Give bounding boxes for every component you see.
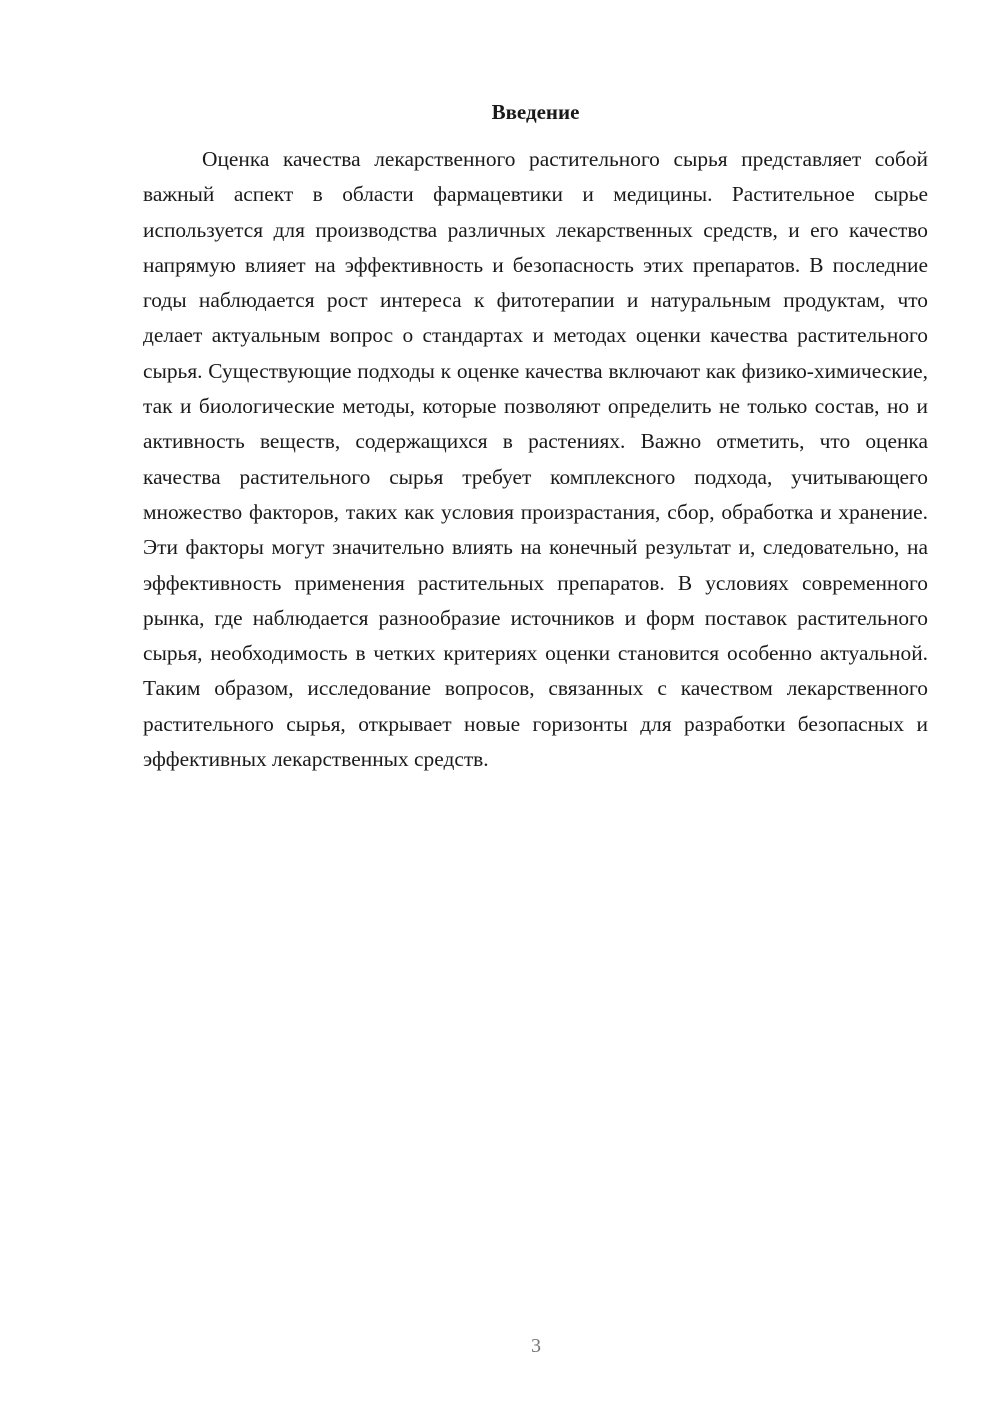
body-paragraph: Оценка качества лекарственного растительного сырья представляет собой важный аспект в области фармацевтики и медицины. Растительное сырье используется для производства различных лекарственных средств, и его качество напрямую влияет на эффективность и безопасность этих препаратов. В последние годы наблюдается рост интереса к фитотерапии и натуральным продуктам, что делает актуальным вопрос о стандартах и методах оценки качества растительного сырья. Существующие подходы к оценке качества включают как физико-химические, так и биологические методы, которые позволяют определить не только состав, но и активность веществ, содержащихся в растениях. Важно отметить, что оценка качества растительного сырья требует комплексного подхода, учитывающего множество факторов, таких как условия произрастания, сбор, обработка и хранение. Эти факторы могут значительно влиять на конечный результат и, следовательно, на эффективность применения растительных препаратов. В условиях современного рынка, где наблюдается разнообразие источников и форм поставок растительного сырья, необходимость в четких критериях оценки становится особенно актуальной. Таким образом, исследование вопросов, связанных с качеством лекарственного растительного сырья, открывает новые горизонты для разработки безопасных и эффективных лекарственных средств. xyxy=(143,147,928,772)
page-number: 3 xyxy=(531,1335,541,1357)
section-heading: Введение xyxy=(491,100,580,124)
